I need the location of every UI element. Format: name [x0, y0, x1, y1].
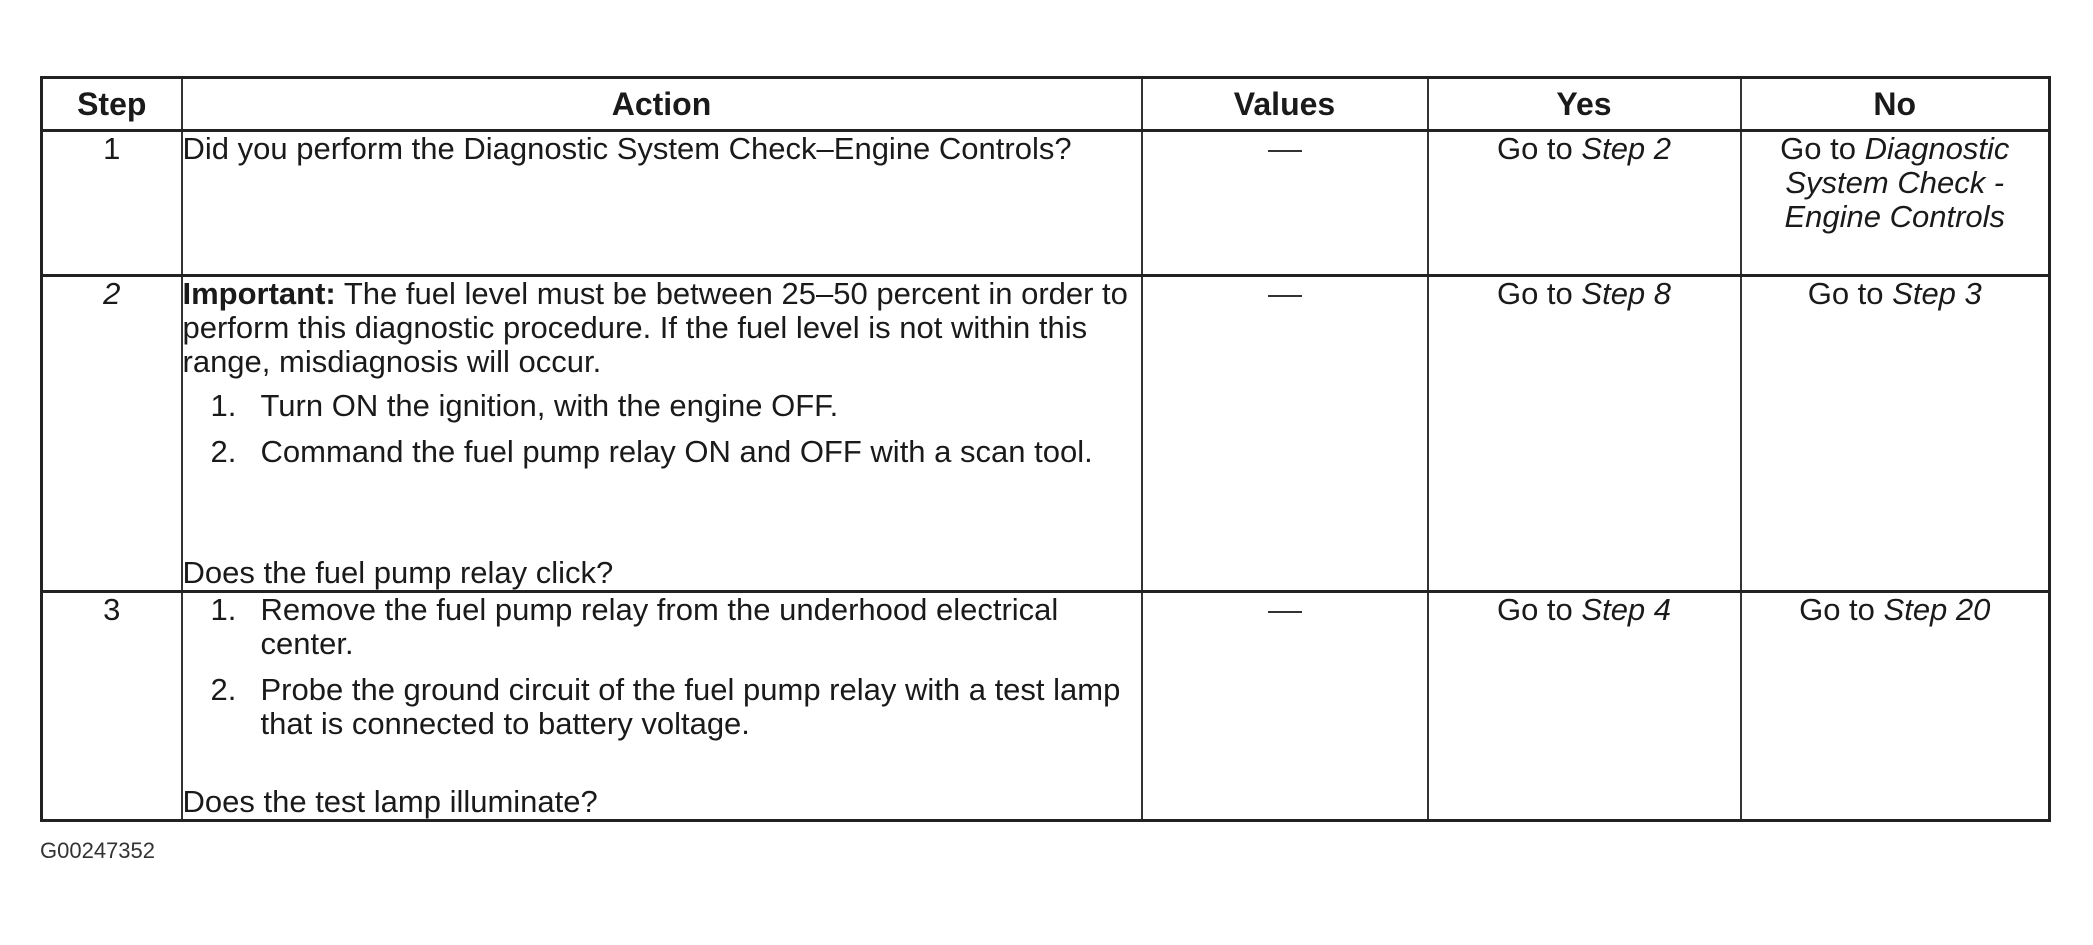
substep-text: Command the fuel pump relay ON and OFF with a scan tool. [260, 434, 1093, 469]
important-note [183, 277, 1141, 379]
action-content [183, 277, 1141, 590]
substep-text: Remove the fuel pump relay from the underhood electrical center. [260, 592, 1059, 661]
substep-list [183, 389, 1141, 469]
substep-item [183, 673, 1141, 741]
header-action: Action [182, 78, 1142, 131]
values-dash [1268, 611, 1302, 613]
substep-item [183, 593, 1141, 661]
yes-target-link[interactable]: Step 4 [1581, 592, 1672, 627]
no-cell [1741, 276, 2050, 592]
values-dash [1268, 295, 1302, 297]
no-cell [1741, 592, 2050, 821]
header-values: Values [1142, 78, 1428, 131]
step-number-cell [42, 131, 182, 276]
values-cell [1142, 131, 1428, 276]
diagnostic-table-sheet [40, 76, 2048, 863]
action-question: Does the fuel pump relay click? [182, 555, 614, 590]
substep-text: Probe the ground circuit of the fuel pump relay with a test lamp that is connected to battery voltage. [260, 672, 1121, 741]
step-number: 3 [103, 592, 121, 627]
substep-list [183, 593, 1141, 741]
step-number: 1 [103, 131, 121, 166]
yes-cell [1428, 131, 1741, 276]
diagnostic-table [40, 76, 2051, 822]
action-text: Did you perform the Diagnostic System Check–Engine Controls? [182, 131, 1072, 166]
no-cell [1741, 131, 2050, 276]
no-target-link-line2[interactable]: System Check - [1785, 165, 2005, 200]
no-target-link-line3[interactable]: Engine Controls [1784, 199, 2006, 234]
substep-number: 2. [210, 434, 237, 469]
substep-text: Turn ON the ignition, with the engine OFF. [260, 388, 839, 423]
substep-number: 1. [210, 388, 237, 423]
yes-prefix: Go to [1496, 131, 1582, 166]
header-no: No [1741, 78, 2050, 131]
action-cell [182, 131, 1142, 276]
important-label: Important: [182, 276, 336, 311]
yes-cell [1428, 592, 1741, 821]
no-prefix: Go to [1807, 276, 1893, 311]
no-prefix: Go to [1780, 131, 1865, 166]
yes-prefix: Go to [1496, 592, 1582, 627]
values-cell [1142, 592, 1428, 821]
substep-item [183, 389, 1141, 423]
no-target-link[interactable]: Step 20 [1883, 592, 1991, 627]
values-dash [1268, 150, 1302, 152]
substep-item [183, 435, 1141, 469]
no-target-link[interactable]: Step 3 [1892, 276, 1982, 311]
table-row-step-1 [42, 131, 2050, 276]
yes-prefix: Go to [1496, 276, 1582, 311]
important-text: The fuel level must be between 25–50 percent in order to perform this diagnostic procedure. If the fuel level is not within this range, misdiagnosis will occur. [182, 276, 1128, 379]
figure-id: G00247352 [40, 838, 155, 863]
step-number-cell [42, 592, 182, 821]
table-row-step-3 [42, 592, 2050, 821]
header-step: Step [42, 78, 182, 131]
yes-target-link[interactable]: Step 2 [1581, 131, 1672, 166]
substep-number: 1. [210, 592, 237, 627]
action-content [183, 593, 1141, 819]
step-number-cell [42, 276, 182, 592]
header-yes: Yes [1428, 78, 1741, 131]
action-cell [182, 592, 1142, 821]
no-prefix: Go to [1799, 592, 1884, 627]
values-cell [1142, 276, 1428, 592]
substep-number: 2. [210, 672, 237, 707]
header-row [42, 78, 2050, 131]
action-cell [182, 276, 1142, 592]
table-row-step-2 [42, 276, 2050, 592]
yes-target-link[interactable]: Step 8 [1581, 276, 1672, 311]
yes-cell [1428, 276, 1741, 592]
step-number: 2 [103, 276, 121, 311]
action-question: Does the test lamp illuminate? [182, 784, 598, 819]
no-target-link-line1[interactable]: Diagnostic [1864, 131, 2010, 166]
